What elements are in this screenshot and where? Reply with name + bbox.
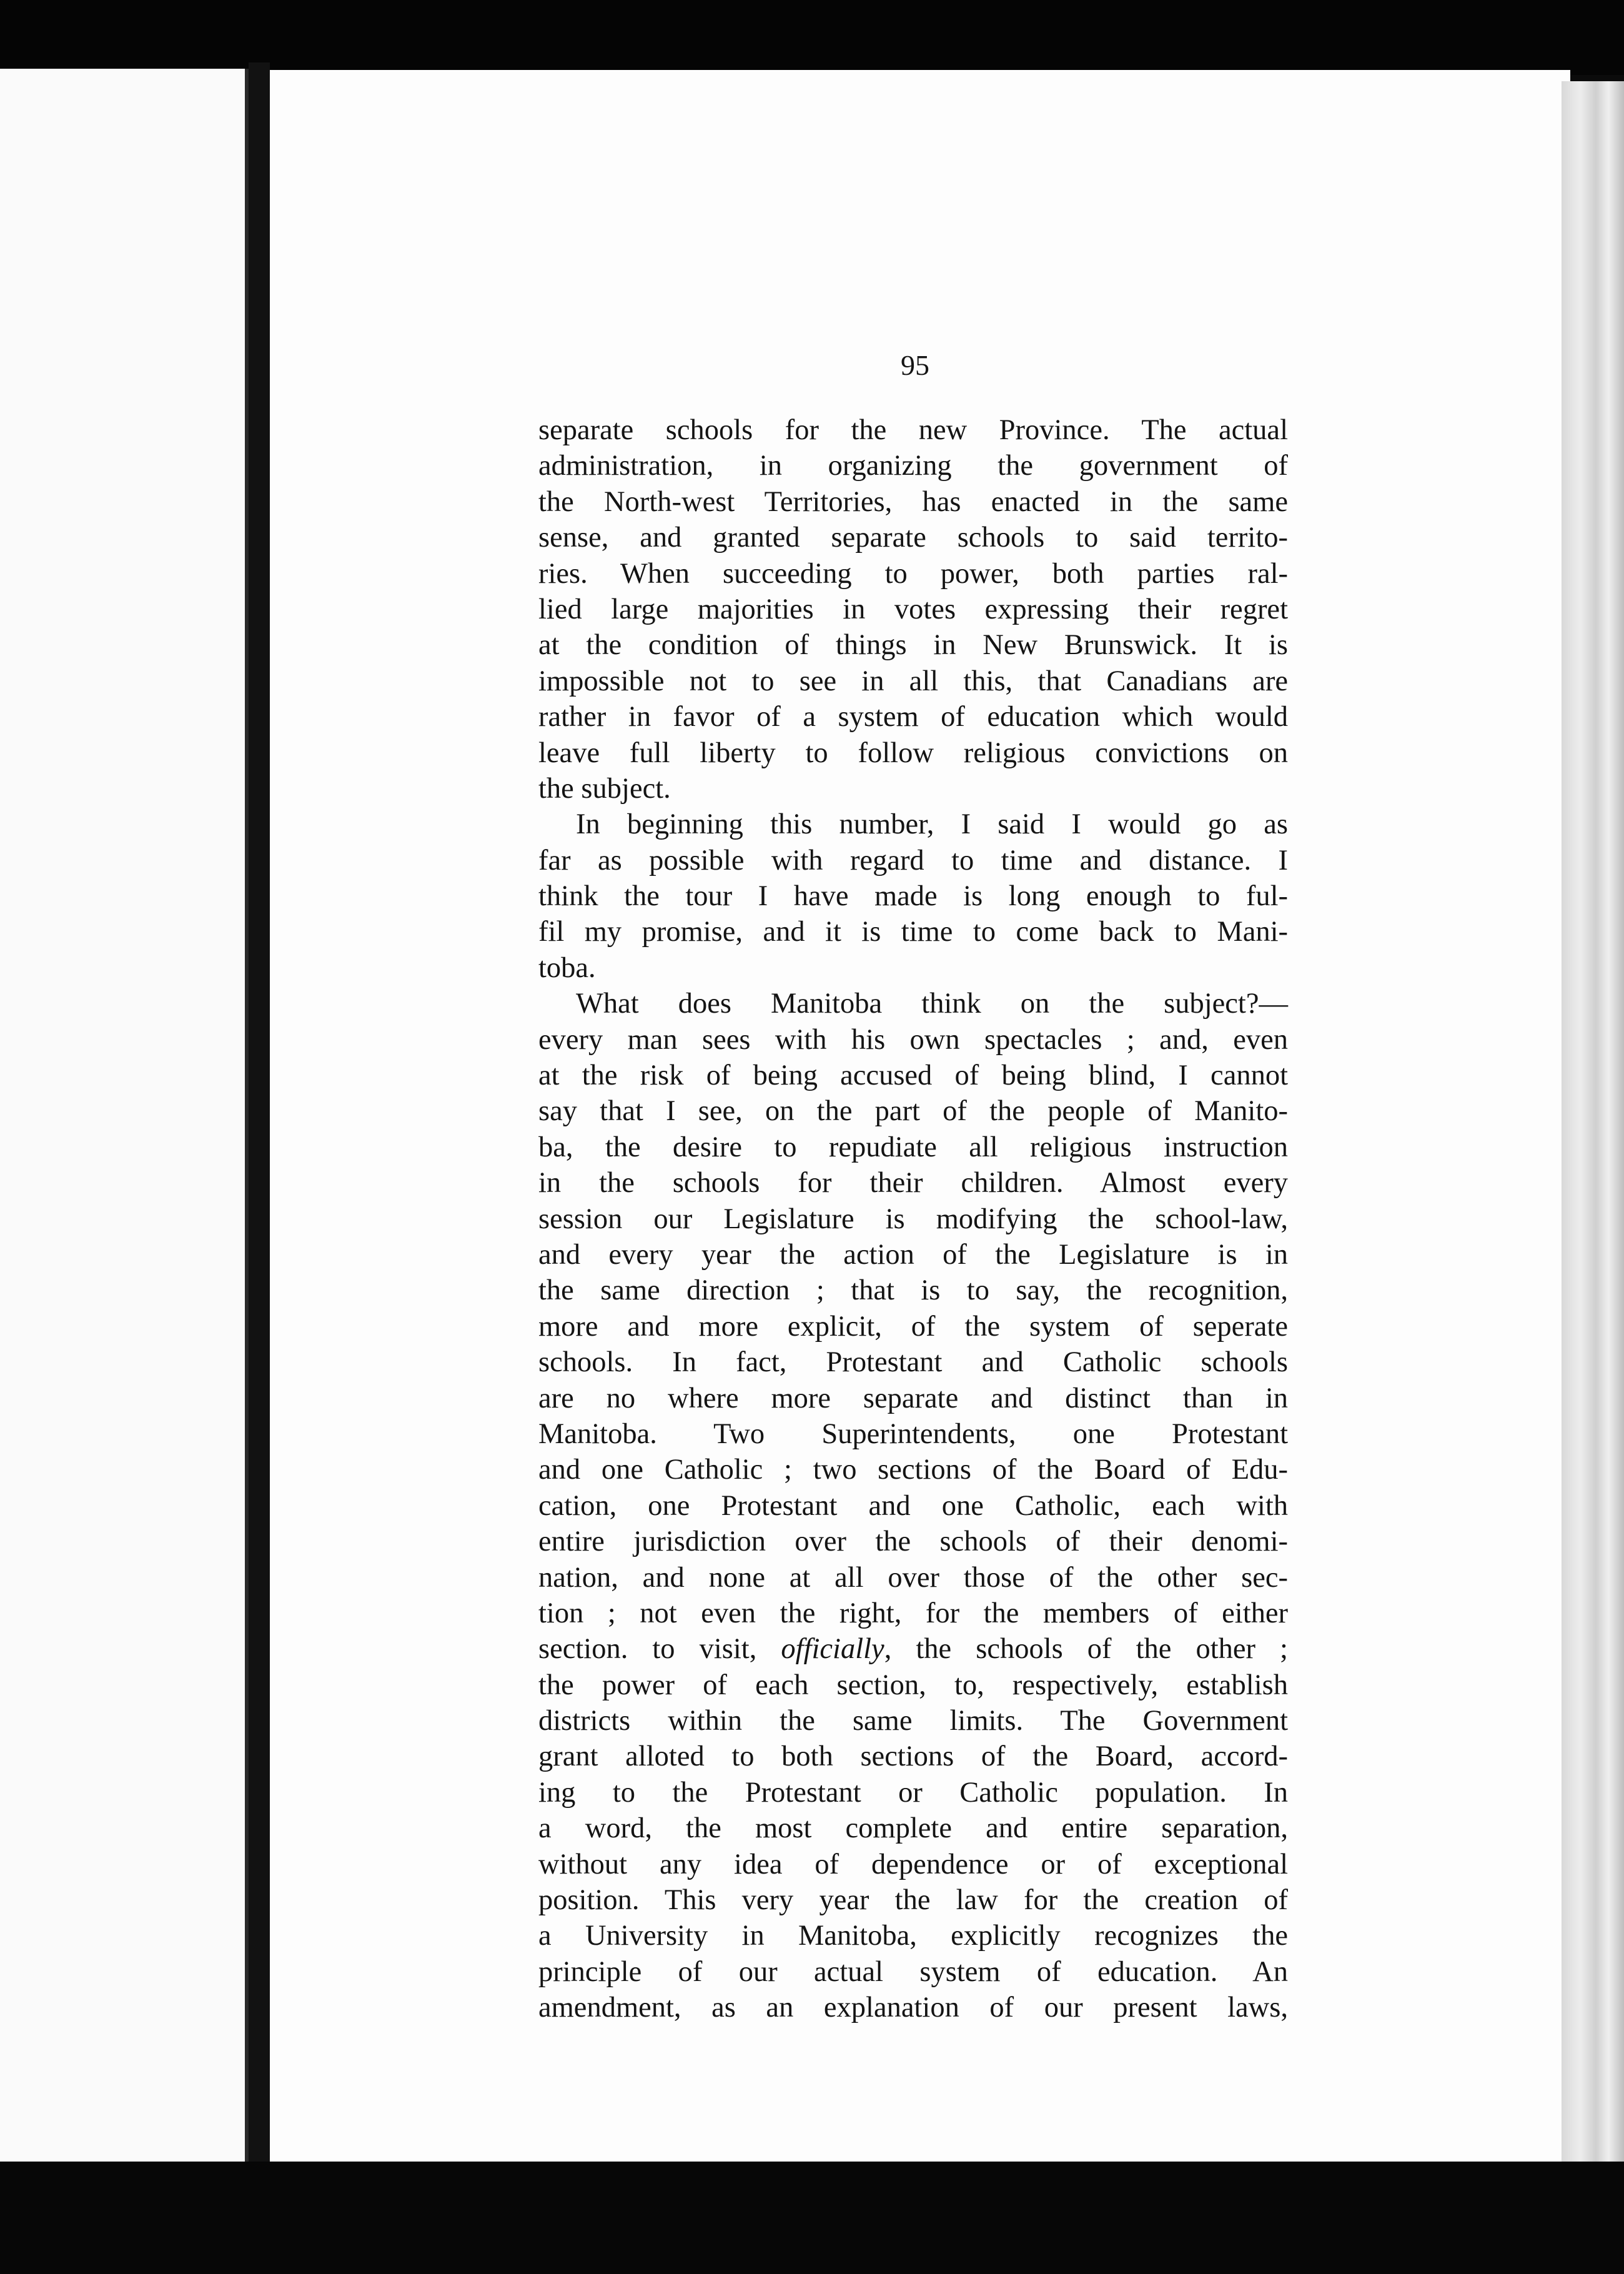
text-line: amendment, as an explanation of our present laws, xyxy=(538,1992,1288,2024)
text-line: rather in favor of a system of education which would xyxy=(538,701,1288,733)
text-line: Manitoba. Two Superintendents, one Protestant xyxy=(538,1418,1288,1450)
text-line: and every year the action of the Legislature is in xyxy=(538,1238,1288,1271)
paragraph-end-line: the subject. xyxy=(538,772,671,805)
text-line: position. This very year the law for the creation of xyxy=(538,1884,1288,1917)
text-line: ries. When succeeding to power, both parties ral- xyxy=(538,557,1288,590)
text-line: lied large majorities in votes expressing their regret xyxy=(538,593,1288,625)
text-line: ing to the Protestant or Catholic population. In xyxy=(538,1776,1288,1809)
page-edges xyxy=(1562,81,1624,2168)
text-line: administration, in organizing the government of xyxy=(538,450,1288,482)
text-line: are no where more separate and distinct than in xyxy=(538,1382,1288,1414)
text-line: think the tour I have made is long enough to ful- xyxy=(538,880,1288,913)
text-line: grant alloted to both sections of the Board, accord- xyxy=(538,1740,1288,1773)
text-line: the North-west Territories, has enacted in the same xyxy=(538,485,1288,518)
text-line: separate schools for the new Province. The actual xyxy=(538,414,1288,446)
text-segment: section. to visit, xyxy=(538,1633,781,1666)
book-gutter xyxy=(249,62,270,2187)
text-line: fil my promise, and it is time to come back to Mani- xyxy=(538,916,1288,948)
text-line-with-emphasis xyxy=(538,1631,1288,1667)
emphasized-word: officially xyxy=(781,1633,884,1666)
text-segment: , the schools of the other ; xyxy=(884,1633,1288,1666)
text-line: say that I see, on the part of the people of Manito- xyxy=(538,1095,1288,1128)
text-line: a University in Manitoba, explicitly recognizes the xyxy=(538,1920,1288,1952)
text-line: more and more explicit, of the system of seperate xyxy=(538,1310,1288,1343)
paragraph-end-line: toba. xyxy=(538,951,596,984)
text-line: a word, the most complete and entire separation, xyxy=(538,1812,1288,1845)
text-line: cation, one Protestant and one Catholic, each with xyxy=(538,1489,1288,1522)
text-line: at the condition of things in New Brunswick. It is xyxy=(538,629,1288,662)
body-text xyxy=(538,412,1288,2026)
scan-bottom-border xyxy=(0,2162,1624,2274)
text-line: schools. In fact, Protestant and Catholic schools xyxy=(538,1346,1288,1379)
text-line: and one Catholic ; two sections of the Board of Edu- xyxy=(538,1454,1288,1486)
text-line: ba, the desire to repudiate all religious instruction xyxy=(538,1131,1288,1163)
left-facing-page xyxy=(0,69,249,2162)
text-line: the power of each section, to, respectively, establish xyxy=(538,1669,1288,1701)
text-line: tion ; not even the right, for the members of either xyxy=(538,1597,1288,1629)
text-line: nation, and none at all over those of the other sec- xyxy=(538,1561,1288,1594)
text-line: session our Legislature is modifying the school-law, xyxy=(538,1203,1288,1235)
text-line: districts within the same limits. The Government xyxy=(538,1705,1288,1737)
text-line: in the schools for their children. Almost every xyxy=(538,1167,1288,1199)
text-line: every man sees with his own spectacles ; and, even xyxy=(538,1023,1288,1056)
text-line: the same direction ; that is to say, the recognition, xyxy=(538,1274,1288,1307)
text-line: impossible not to see in all this, that Canadians are xyxy=(538,665,1288,697)
text-line: far as possible with regard to time and distance. I xyxy=(538,844,1288,876)
text-line: principle of our actual system of education. An xyxy=(538,1955,1288,1988)
text-line: without any idea of dependence or of exceptional xyxy=(538,1848,1288,1880)
paragraph-start-line: What does Manitoba think on the subject?— xyxy=(576,988,1288,1020)
paragraph-start-line: In beginning this number, I said I would go as xyxy=(576,808,1288,841)
text-line: sense, and granted separate schools to said territo- xyxy=(538,522,1288,554)
text-line: entire jurisdiction over the schools of their denomi- xyxy=(538,1526,1288,1558)
scan-top-border xyxy=(0,0,1624,75)
text-line: at the risk of being accused of being blind, I cannot xyxy=(538,1060,1288,1092)
text-line: leave full liberty to follow religious convictions on xyxy=(538,737,1288,769)
page-number: 95 xyxy=(901,349,929,381)
